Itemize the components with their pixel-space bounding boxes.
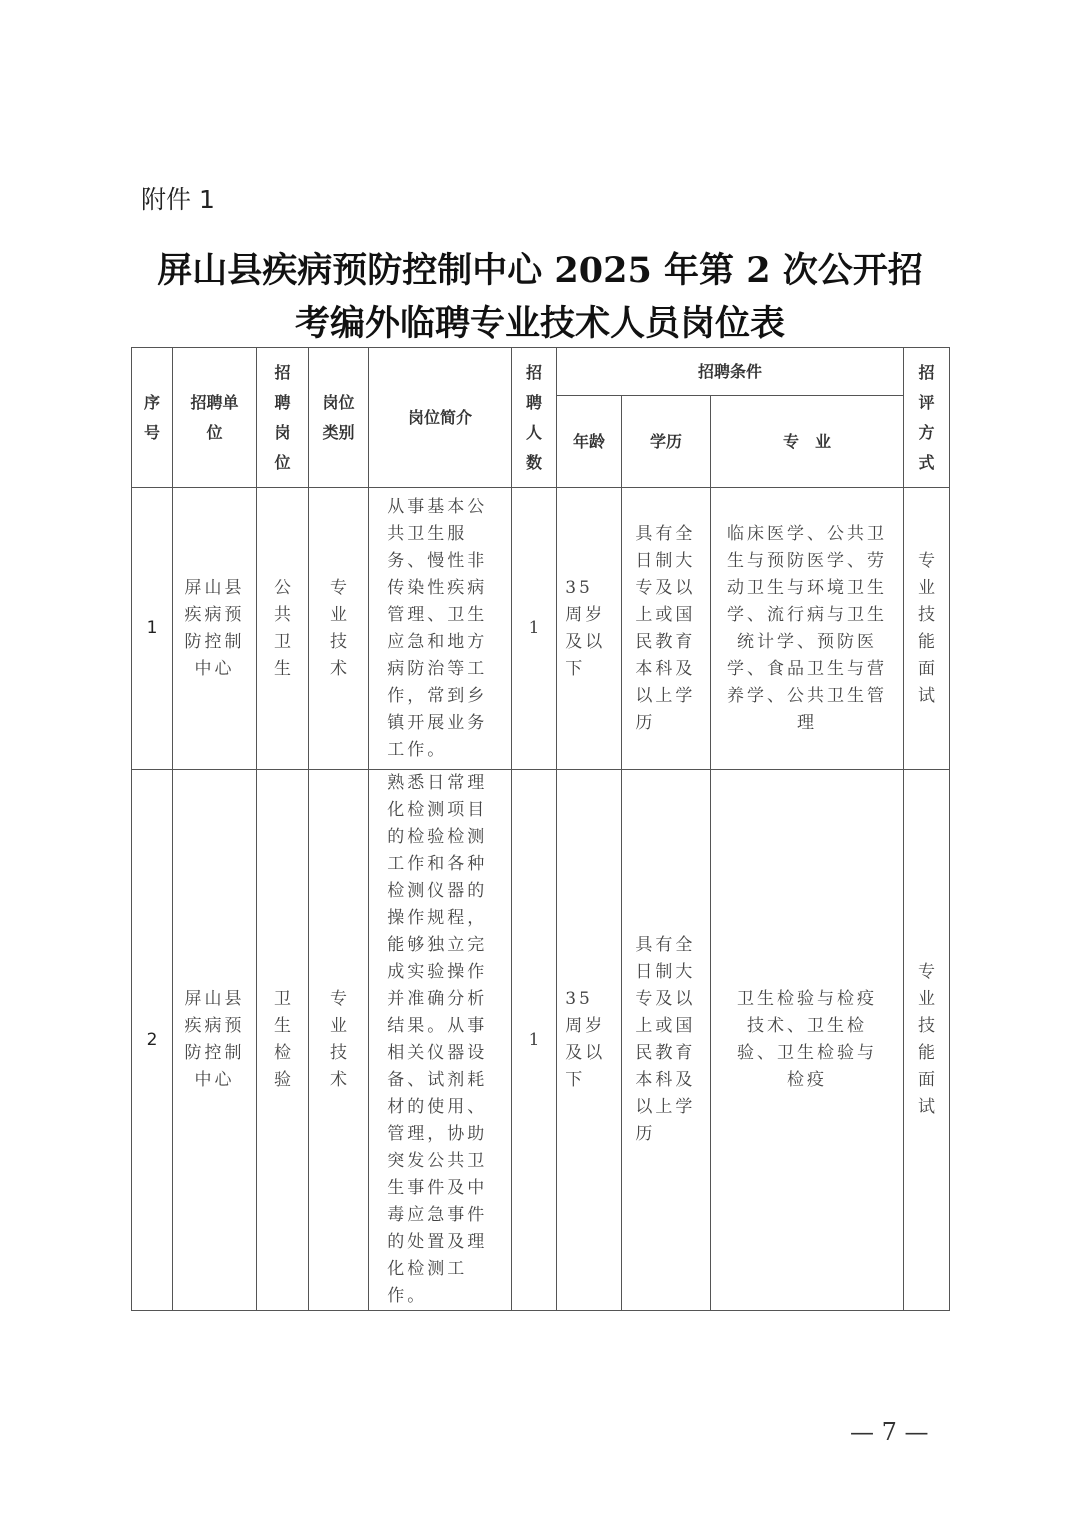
cell-unit: 屏山县疾病预防控制中心 xyxy=(173,770,257,1311)
header-method: 招评方式 xyxy=(904,348,950,488)
cell-category: 专业技术 xyxy=(309,488,369,770)
header-education: 学历 xyxy=(622,396,711,488)
cell-count: 1 xyxy=(512,770,557,1311)
page-number: — 7 — xyxy=(850,1418,929,1446)
cell-description: 熟悉日常理化检测项目的检验检测工作和各种检测仪器的操作规程，能够独立完成实验操作并准确分析结果。从事相关仪器设备、试剂耗材的使用、管理，协助突发公共卫生事件及中毒应急事件的处置及理化检测工作。 xyxy=(369,770,512,1311)
cell-education: 具有全日制大专及以上或国民教育本科及以上学历 xyxy=(622,770,711,1311)
cell-category: 专业技术 xyxy=(309,770,369,1311)
attachment-label: 附件 1 xyxy=(141,185,215,214)
header-category: 岗位类别 xyxy=(309,348,369,488)
cell-method: 专业技能面试 xyxy=(904,770,950,1311)
header-seq: 序号 xyxy=(132,348,173,488)
cell-education: 具有全日制大专及以上或国民教育本科及以上学历 xyxy=(622,488,711,770)
header-major: 专 业 xyxy=(711,396,904,488)
cell-description: 从事基本公共卫生服务、慢性非传染性疾病管理、卫生应急和地方病防治等工作，常到乡镇开展业务工作。 xyxy=(369,488,512,770)
document-title-line1: 屏山县疾病预防控制中心 2025 年第 2 次公开招 xyxy=(157,250,923,291)
cell-position: 卫生检验 xyxy=(257,770,309,1311)
cell-position: 公共卫生 xyxy=(257,488,309,770)
cell-major: 临床医学、公共卫生与预防医学、劳动卫生与环境卫生学、流行病与卫生统计学、预防医学、食品卫生与营养学、公共卫生管理 xyxy=(711,488,904,770)
cell-method: 专业技能面试 xyxy=(904,488,950,770)
header-description: 岗位简介 xyxy=(369,348,512,488)
table-row xyxy=(132,488,950,770)
cell-age: 35周岁及以下 xyxy=(557,770,622,1311)
header-count: 招聘人数 xyxy=(512,348,557,488)
cell-seq: 1 xyxy=(132,488,173,770)
cell-age: 35周岁及以下 xyxy=(557,488,622,770)
header-unit: 招聘单位 xyxy=(173,348,257,488)
positions-table xyxy=(131,347,950,1311)
cell-major: 卫生检验与检疫技术、卫生检验、卫生检验与检疫 xyxy=(711,770,904,1311)
cell-unit: 屏山县疾病预防控制中心 xyxy=(173,488,257,770)
header-age: 年龄 xyxy=(557,396,622,488)
header-position: 招聘岗位 xyxy=(257,348,309,488)
header-conditions: 招聘条件 xyxy=(557,348,904,396)
document-title-line2: 考编外临聘专业技术人员岗位表 xyxy=(294,303,785,344)
table-row xyxy=(132,770,950,1311)
cell-seq: 2 xyxy=(132,770,173,1311)
cell-count: 1 xyxy=(512,488,557,770)
